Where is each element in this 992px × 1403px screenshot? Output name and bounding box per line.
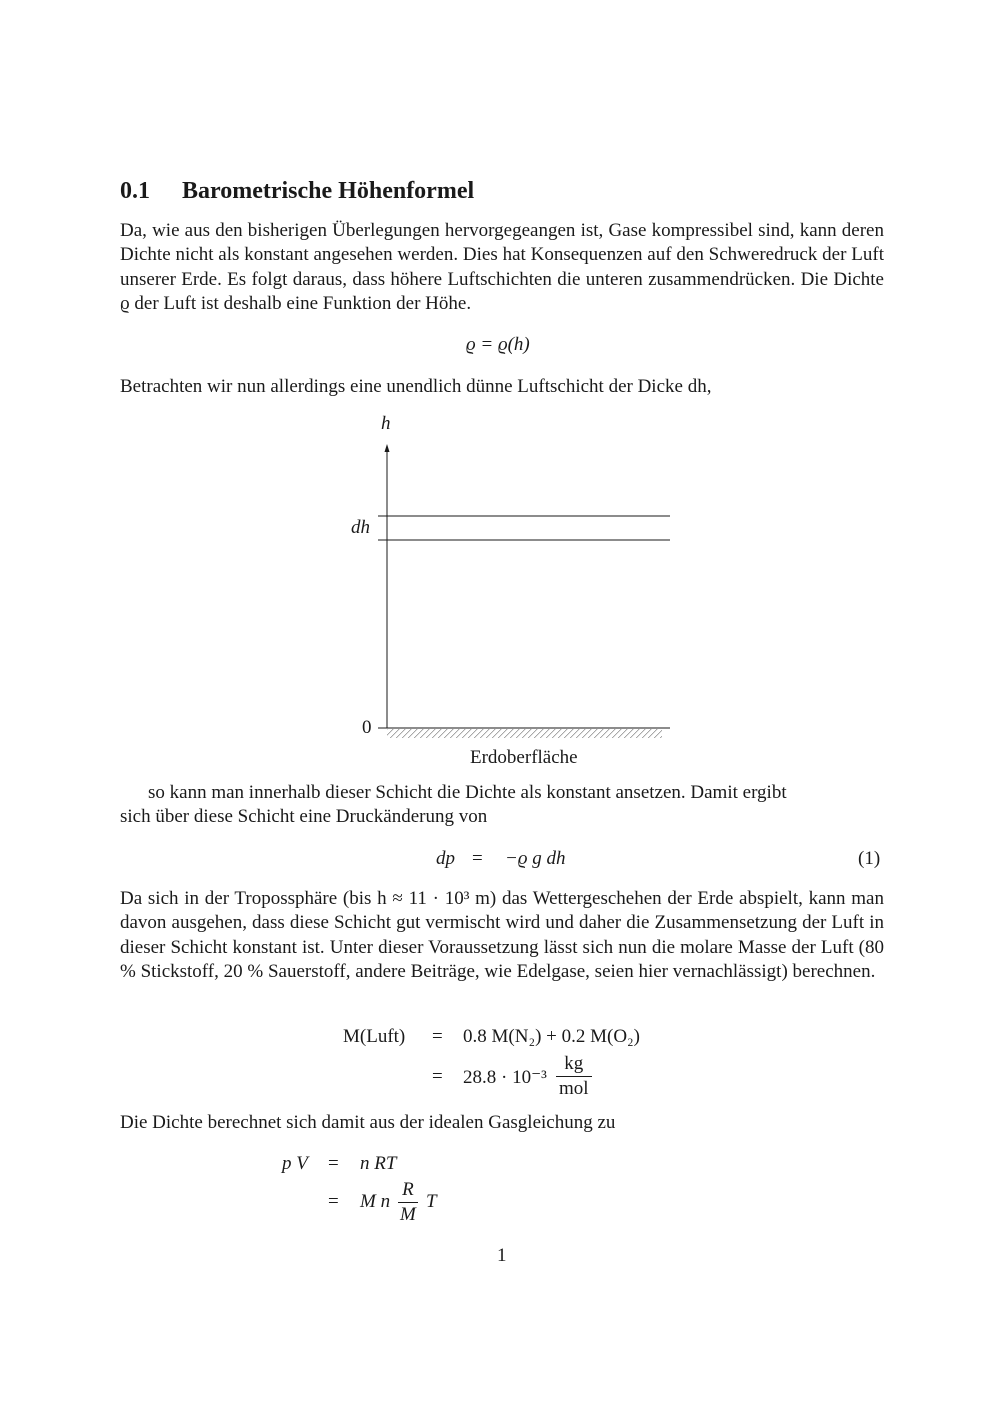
zero-label: 0	[362, 717, 372, 738]
axis-label-h: h	[381, 413, 391, 434]
eq-gas-fraction	[398, 1178, 418, 1227]
paragraph-density: Die Dichte berechnet sich damit aus der idealen Gasgleichung zu	[120, 1112, 616, 1133]
ground-hatching	[387, 729, 662, 738]
eq1-rhs: −ϱ g dh	[505, 848, 566, 869]
equation-density: ϱ = ϱ(h)	[466, 334, 530, 355]
unit-denominator: mol	[559, 1078, 589, 1099]
unit-numerator: kg	[556, 1052, 592, 1077]
eq-mass-unit	[556, 1052, 592, 1101]
eq-gas-equals-1: =	[328, 1153, 339, 1174]
eq-gas-row1: n RT	[360, 1153, 397, 1174]
paragraph-layer: Betrachten wir nun allerdings eine unendlich dünne Luftschicht der Dicke dh,	[120, 376, 712, 397]
fraction-denominator: M	[400, 1204, 416, 1225]
section-title: Barometrische Höhenformel	[182, 178, 475, 204]
paragraph-intro: Da, wie aus den bisherigen Überlegungen hervorgegeangen ist, Gase kompressibel sind, kann deren Dichte nicht als konstant angesehen werden. Dies hat Konsequenzen auf den Schweredruck der Luft unserer Erde. Es folgt daraus, dass höhere Luftschichten die unteren zusammendrücken. Die Dichte ϱ der Luft ist deshalb eine Funktion der Höhe.	[120, 220, 884, 315]
eq-gas-row2-post: T	[426, 1191, 437, 1212]
eq1-number: (1)	[858, 848, 881, 869]
eq-gas-equals-2: =	[328, 1191, 339, 1212]
air-layer-figure	[340, 410, 685, 775]
eq1-lhs: dp	[436, 848, 455, 869]
eq-mass-row1: 0.8 M(N₂) + 0.2 M(O₂)	[463, 1026, 641, 1047]
eq-mass-equals-2: =	[432, 1066, 443, 1087]
section-number: 0.1	[120, 178, 150, 204]
paragraph-constant-line2: sich über diese Schicht eine Druckänderung von	[120, 806, 488, 827]
section-heading	[120, 178, 474, 205]
ground-label: Erdoberfläche	[470, 747, 578, 768]
layer-label-dh: dh	[351, 517, 370, 538]
paragraph-troposphere: Da sich in der Tropossphäre (bis h ≈ 11 · 10³ m) das Wettergeschehen der Erde abspielt, kann man davon ausgehen, dass diese Schicht gut vermischt wird und daher die Zusammensetzung der Luft in dieser Schicht konstant ist. Unter dieser Voraussetzung lässt sich nun die molare Masse der Luft (80 % Stickstoff, 20 % Sauerstoff, andere Beiträge, wie Edelgase, seien hier vernachlässigt) berechnen.	[120, 888, 884, 983]
page-number: 1	[497, 1245, 507, 1266]
eq-gas-lhs: p V	[282, 1153, 308, 1174]
eq1-equals: =	[472, 848, 483, 869]
axis-arrow-icon	[385, 444, 390, 452]
eq-mass-equals-1: =	[432, 1026, 443, 1047]
fraction-numerator: R	[398, 1178, 418, 1203]
eq-mass-value: 28.8 · 10⁻³	[463, 1067, 547, 1088]
eq-mass-lhs: M(Luft)	[343, 1026, 406, 1047]
eq-gas-row2-pre: M n	[360, 1191, 391, 1212]
figure-svg	[340, 410, 685, 775]
paragraph-constant-line1: so kann man innerhalb dieser Schicht die Dichte als konstant ansetzen. Damit ergibt	[148, 782, 787, 803]
